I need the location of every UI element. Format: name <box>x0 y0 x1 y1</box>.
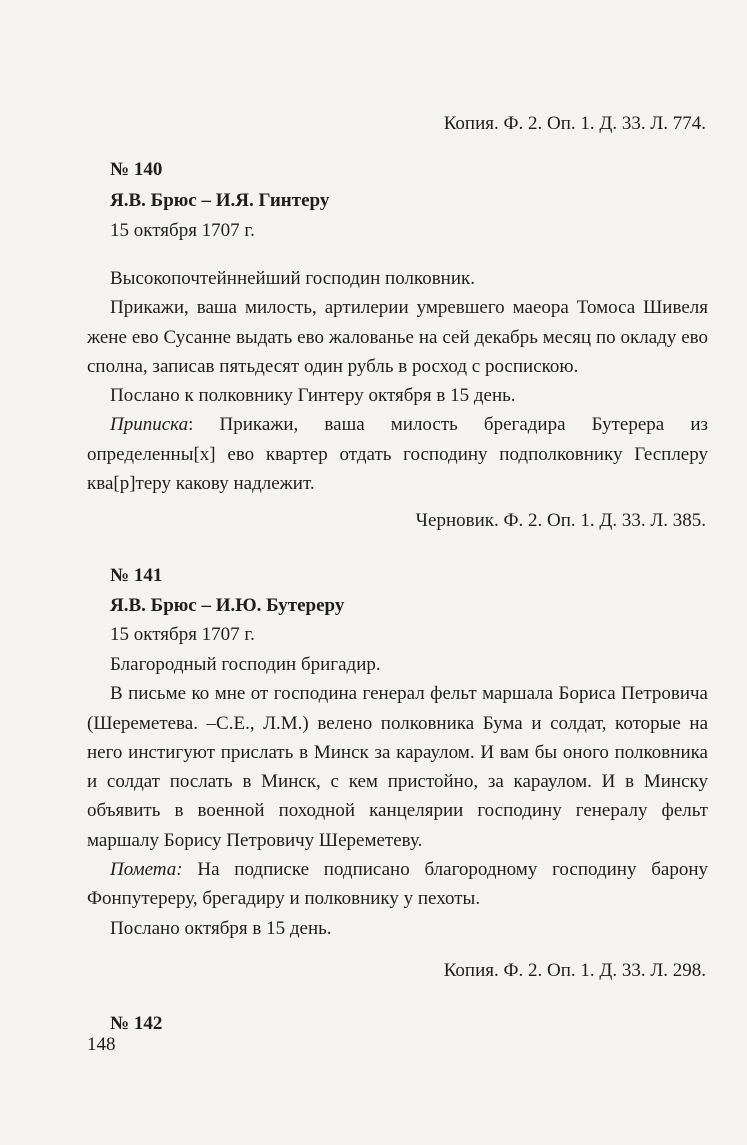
doc-140-citation: Черновик. Ф. 2. Оп. 1. Д. 33. Л. 385. <box>415 510 706 531</box>
doc-140-body <box>87 264 708 498</box>
doc-140-number: № 140 <box>110 159 163 180</box>
page-number: 148 <box>87 1034 116 1055</box>
doc-141-text: В письме ко мне от господина генерал фельт маршала Бориса Петровича (Шереметева. –С.Е., Л.М.) велено полковника Бума и солдат, которые на него инстигуют прислать в Минск за караулом. И вам бы оного полковника и солдат послать в Минск, с кем пристойно, за караулом. И в Минску объявить в военной походной канцелярии господину генералу фельт маршалу Борису Петровичу Шереметеву. <box>87 683 708 851</box>
doc-140-postscript-text: : Прикажи, ваша милость брегадира Бутерера из определенны[х] ево квартер отдать господину подполковнику Гесплеру ква[р]теру какову надлежит. <box>87 414 708 495</box>
doc-141-citation: Копия. Ф. 2. Оп. 1. Д. 33. Л. 298. <box>443 960 706 981</box>
doc-141-mark-text: На подписке подписано благородному господину барону Фонпутереру, брегадиру и полковнику у пехоты. <box>87 859 708 910</box>
doc-141-number: № 141 <box>110 565 163 586</box>
doc-140-sent-note: Послано к полковнику Гинтеру октября в 15 день. <box>110 385 516 407</box>
doc-142-number: № 142 <box>110 1013 163 1034</box>
doc-140-greeting: Высокопочтейннейший господин полковник. <box>110 268 475 289</box>
doc-141-title: Я.В. Брюс – И.Ю. Бутереру <box>110 595 345 616</box>
doc-140-postscript <box>87 410 708 498</box>
doc-141-date: 15 октября 1707 г. <box>110 624 255 645</box>
doc-141-mark-label: Помета: <box>110 859 183 881</box>
top-archive-citation: Копия. Ф. 2. Оп. 1. Д. 33. Л. 774. <box>443 113 706 134</box>
doc-140-title: Я.В. Брюс – И.Я. Гинтеру <box>110 190 330 211</box>
doc-141-mark <box>87 855 708 914</box>
doc-140-text: Прикажи, ваша милость, артилерии умревшего маеора Томоса Шивеля жене ево Сусанне выдать ево жалованье на сей декабрь месяц по окладу ево сполна, записав пятьдесят один рубль в росход с роспискою. <box>87 297 708 377</box>
doc-141-greeting: Благородный господин бригадир. <box>110 654 381 675</box>
doc-141-sent-note: Послано октября в 15 день. <box>110 917 332 939</box>
doc-140-date: 15 октября 1707 г. <box>110 220 255 241</box>
doc-141-body <box>87 650 708 943</box>
doc-140-postscript-label: Приписка <box>110 414 189 436</box>
